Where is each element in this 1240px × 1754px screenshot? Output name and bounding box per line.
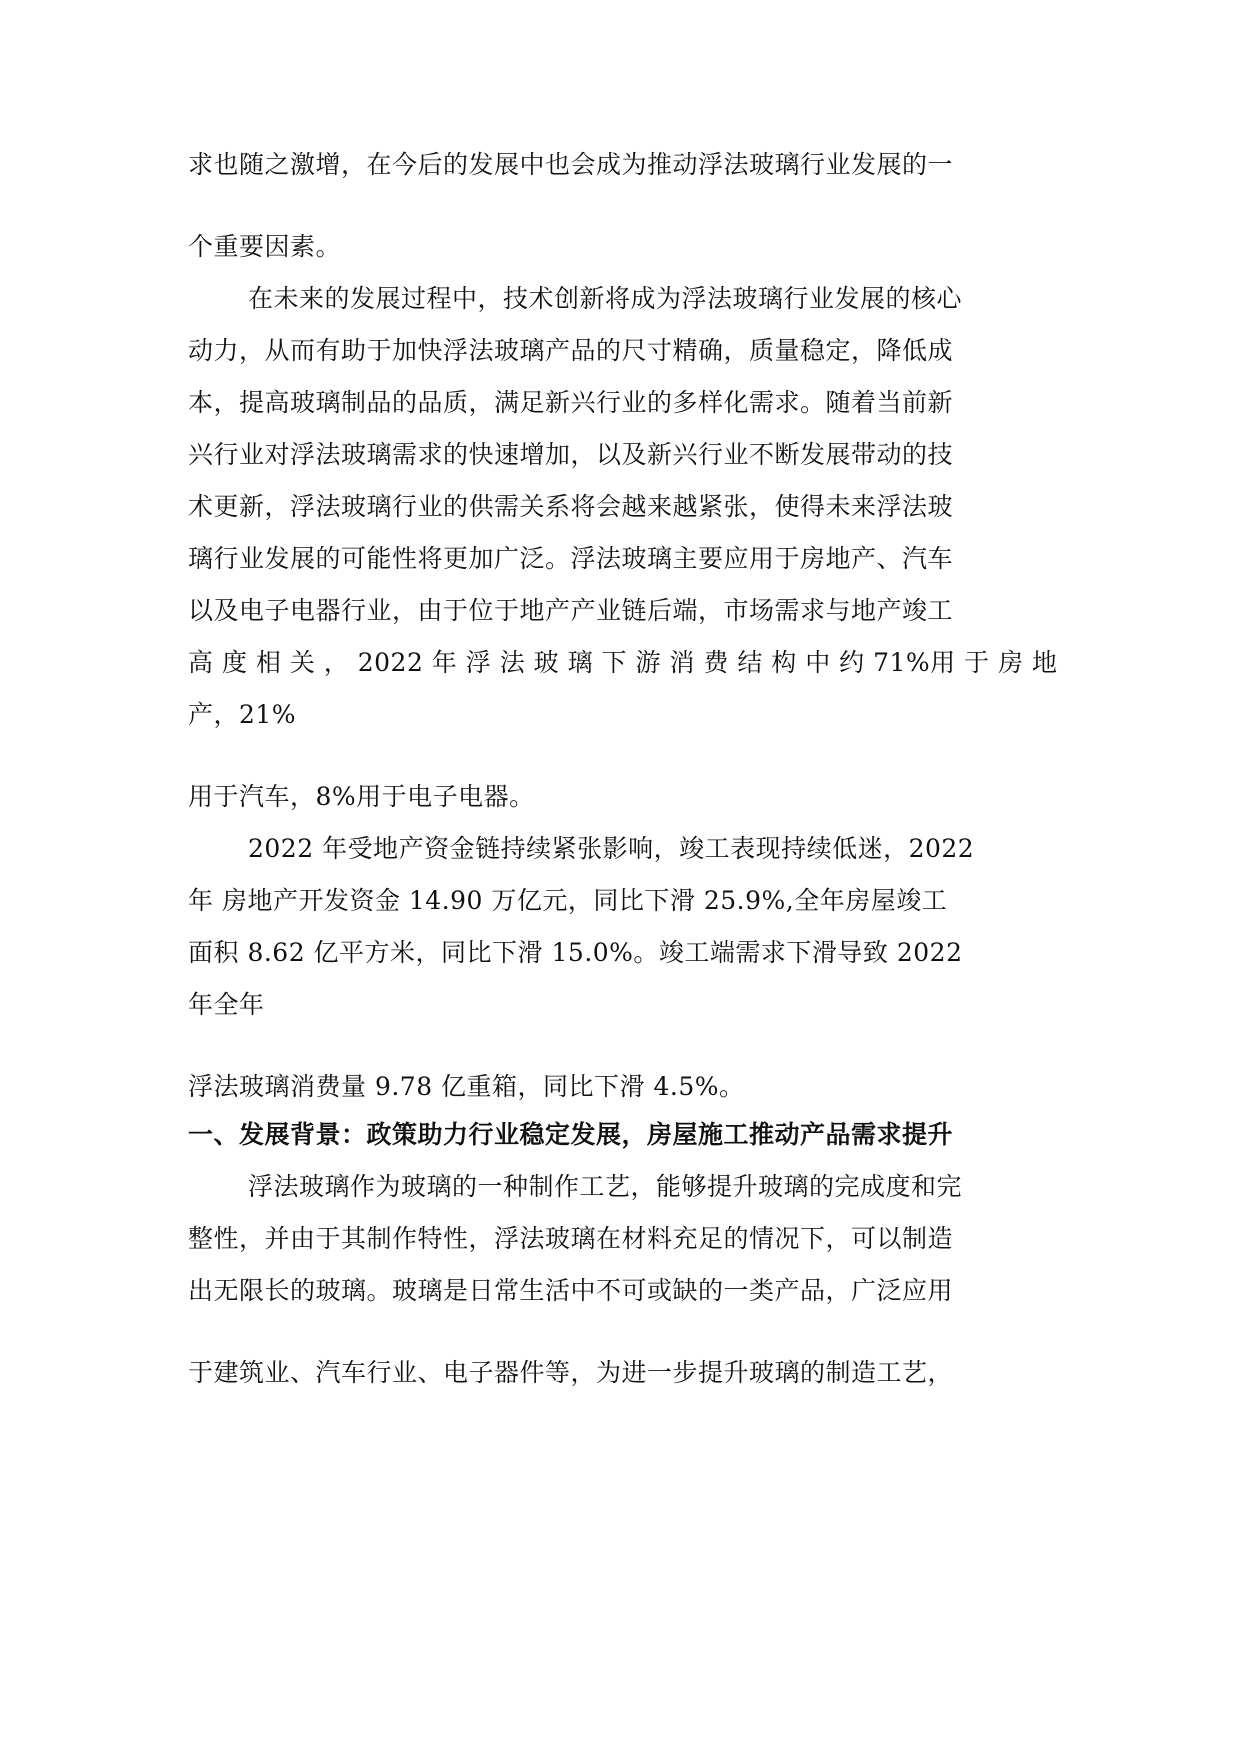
paragraph-line: 面积 8.62 亿平方米，同比下滑 15.0%。竣工端需求下滑导致 2022 <box>188 938 963 967</box>
paragraph-line: 2022 年受地产资金链持续紧张影响，竣工表现持续低迷，2022 <box>248 834 975 863</box>
paragraph-line: 于建筑业、汽车行业、电子器件等，为进一步提升玻璃的制造工艺， <box>188 1358 954 1387</box>
paragraph-line: 年全年 <box>188 990 265 1019</box>
section-heading: 一、发展背景：政策助力行业稳定发展，房屋施工推动产品需求提升 <box>188 1120 954 1149</box>
paragraph-line: 兴行业对浮法玻璃需求的快速增加，以及新兴行业不断发展带动的技 <box>188 440 954 469</box>
paragraph-line: 以及电子电器行业，由于位于地产产业链后端，市场需求与地产竣工 <box>188 596 954 625</box>
paragraph-line: 术更新，浮法玻璃行业的供需关系将会越来越紧张，使得未来浮法玻 <box>188 492 954 521</box>
paragraph-line: 求也随之激增，在今后的发展中也会成为推动浮法玻璃行业发展的一 <box>188 150 954 179</box>
paragraph-line: 出无限长的玻璃。玻璃是日常生活中不可或缺的一类产品，广泛应用 <box>188 1276 954 1305</box>
paragraph-line: 本，提高玻璃制品的品质，满足新兴行业的多样化需求。随着当前新 <box>188 388 954 417</box>
paragraph-line: 年 房地产开发资金 14.90 万亿元，同比下滑 25.9%,全年房屋竣工 <box>188 886 948 915</box>
paragraph-line: 璃行业发展的可能性将更加广泛。浮法玻璃主要应用于房地产、汽车 <box>188 544 954 573</box>
paragraph-line: 高 度 相 关 ， 2022 年 浮 法 玻 璃 下 游 消 费 结 构 中 约 71%用 于 房 地 <box>188 648 1058 677</box>
paragraph-line: 产，21% <box>188 700 297 729</box>
paragraph-line: 浮法玻璃消费量 9.78 亿重箱，同比下滑 4.5%。 <box>188 1072 745 1101</box>
paragraph-line: 在未来的发展过程中，技术创新将成为浮法玻璃行业发展的核心 <box>248 284 963 313</box>
paragraph-line: 整性，并由于其制作特性，浮法玻璃在材料充足的情况下，可以制造 <box>188 1224 954 1253</box>
paragraph-line: 个重要因素。 <box>188 232 342 261</box>
paragraph-line: 用于汽车，8%用于电子电器。 <box>188 782 535 811</box>
paragraph-line: 动力，从而有助于加快浮法玻璃产品的尺寸精确，质量稳定，降低成 <box>188 336 954 365</box>
paragraph-line: 浮法玻璃作为玻璃的一种制作工艺，能够提升玻璃的完成度和完 <box>248 1172 963 1201</box>
